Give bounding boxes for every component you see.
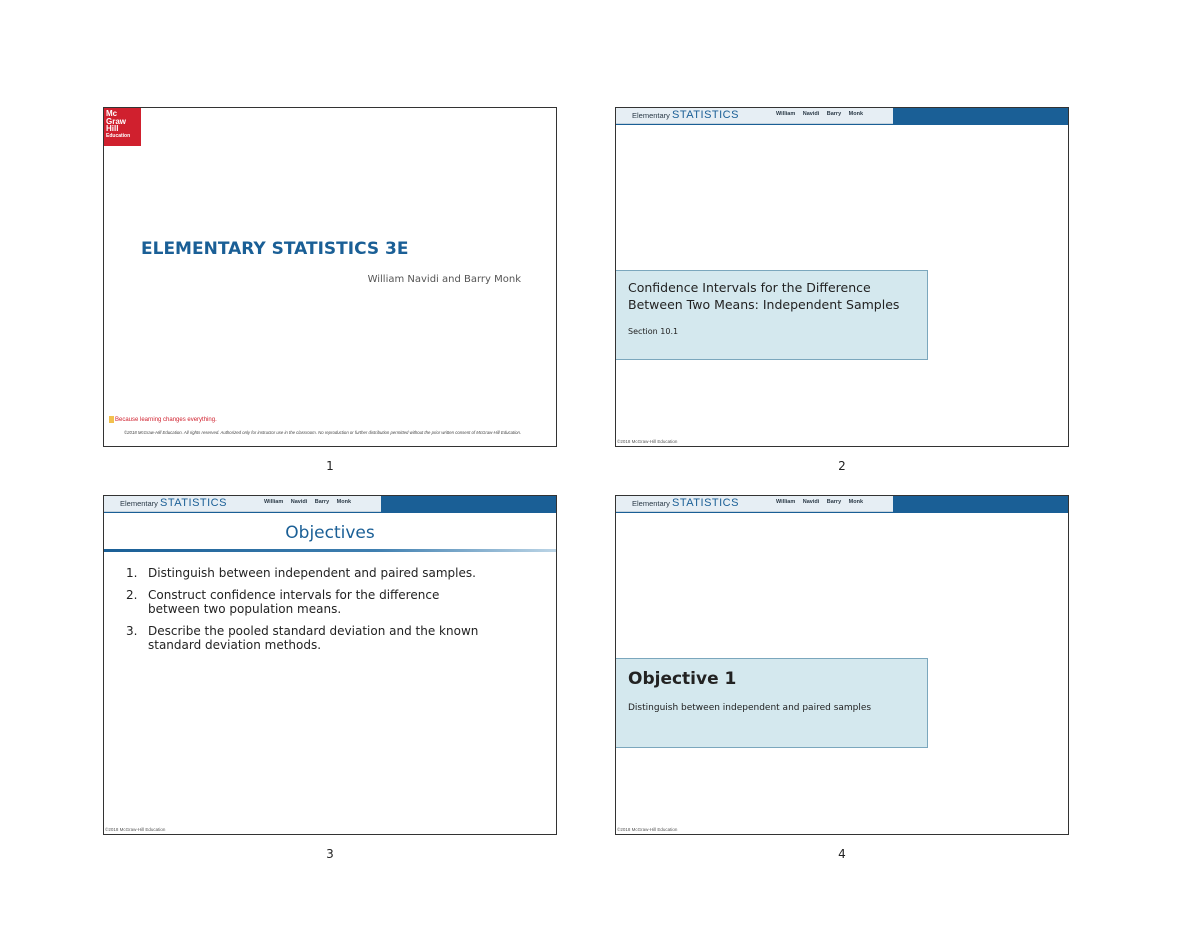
tagline-mark-icon: [109, 416, 114, 423]
footer-copyright: ©2018 McGraw-Hill Education: [617, 827, 678, 832]
header-authors: William Navidi Barry Monk: [264, 499, 352, 505]
objective-title: Objective 1: [628, 669, 737, 689]
header-title: Elementary STATISTICS: [120, 497, 227, 509]
title-rule: [104, 549, 556, 552]
header-tab: [616, 108, 893, 124]
header-authors: William Navidi Barry Monk: [776, 111, 864, 117]
footer-copyright: ©2018 McGraw-Hill Education: [105, 827, 166, 832]
copyright-notice: ©2018 McGraw-Hill Education. All rights reserved. Authorized only for instructor use in the classroom. No reproduction or further distribution permitted without the prior written consent of McGraw-Hill Education.: [124, 430, 522, 435]
objective-box: [616, 658, 928, 748]
slide-number: 4: [838, 847, 846, 861]
list-item: 2. Construct confidence intervals for the difference between two population means.: [126, 588, 440, 616]
slide-number: 1: [326, 459, 334, 473]
mcgraw-hill-logo: Mc Graw Hill Education: [104, 108, 141, 146]
section-title: Confidence Intervals for the Difference Between Two Means: Independent Samples: [628, 280, 900, 312]
header-tab: [616, 496, 893, 512]
slide-number: 2: [838, 459, 846, 473]
section-box: [616, 270, 928, 360]
section-number: Section 10.1: [628, 327, 679, 336]
header-title: Elementary STATISTICS: [632, 497, 739, 509]
objectives-list: [126, 566, 486, 660]
header-bar: [104, 496, 556, 513]
header-tab: [104, 496, 381, 512]
objectives-title: Objectives: [285, 523, 375, 543]
header-title: Elementary STATISTICS: [632, 109, 739, 121]
header-bar: [616, 496, 1068, 513]
tagline: Because learning changes everything.: [109, 416, 217, 423]
book-authors: William Navidi and Barry Monk: [367, 274, 521, 285]
slide-3: [103, 495, 557, 835]
header-authors: William Navidi Barry Monk: [776, 499, 864, 505]
list-item: 1. Distinguish between independent and paired samples.: [126, 566, 476, 580]
objective-description: Distinguish between independent and paired samples: [628, 703, 872, 713]
header-bar: [616, 108, 1068, 125]
footer-copyright: ©2018 McGraw-Hill Education: [617, 439, 678, 444]
book-title: ELEMENTARY STATISTICS 3E: [141, 239, 409, 259]
slide-number: 3: [326, 847, 334, 861]
slide-4: [615, 495, 1069, 835]
slide-1: [103, 107, 557, 447]
list-item: 3. Describe the pooled standard deviation and the known standard deviation methods.: [126, 624, 479, 652]
slide-2: [615, 107, 1069, 447]
